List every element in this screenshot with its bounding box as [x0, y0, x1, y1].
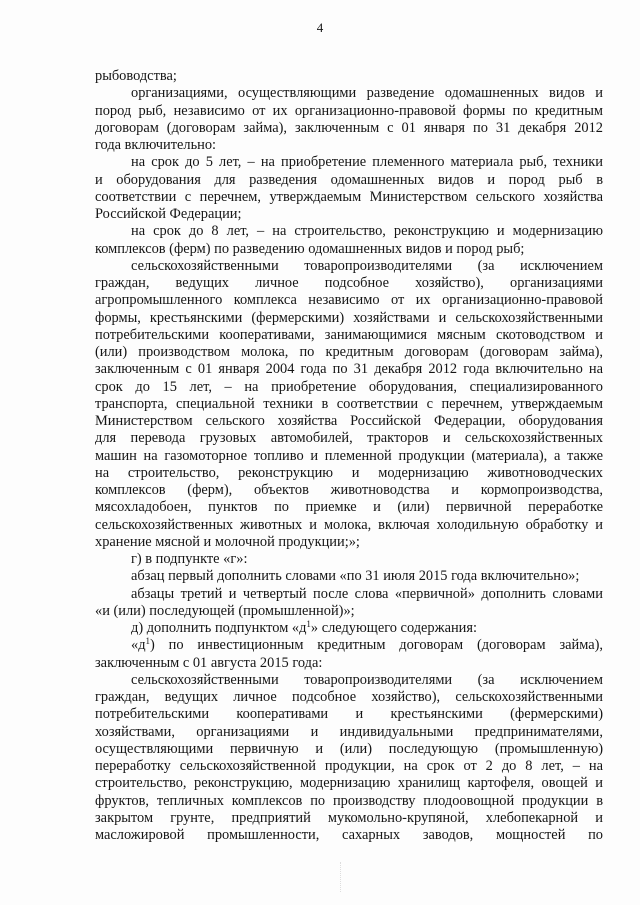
text-line-content: абзац первый дополнить словами «по 31 июля 2015 года включительно»;	[131, 568, 580, 585]
scan-artifact	[340, 862, 371, 892]
text-line-content: граждан, ведущих личное подсобное хозяйство), сельскохозяйственными	[95, 689, 603, 705]
text-line-content: (или) производством молока, по кредитным договорам (договорам займа),	[95, 344, 603, 360]
text-line	[95, 241, 603, 258]
text-line	[95, 655, 603, 672]
text-line	[95, 68, 603, 85]
text-line-content: пород рыб, независимо от их организационно-правовой формы по кредитным	[95, 102, 603, 119]
text-line-content: соответствии с перечнем, утверждаемым Министерством сельского хозяйства	[95, 188, 603, 205]
text-line	[95, 430, 603, 447]
text-line-content: фруктов, тепличных комплексов по производству плодоовощной продукции в	[95, 792, 603, 809]
text-line-content: хозяйствами, организациями и индивидуальными предпринимателями,	[95, 723, 603, 740]
text-line	[95, 344, 603, 361]
text-line	[95, 568, 603, 585]
text-line	[95, 361, 603, 378]
text-line-content: договорам (договорам займа), заключенным с 01 января по 31 декабря 2012	[95, 119, 603, 136]
text-line-content: потребительскими кооперативами и крестьянскими (фермерскими)	[95, 706, 603, 723]
text-line	[95, 137, 603, 154]
text-line	[95, 499, 603, 516]
text-line	[95, 689, 603, 706]
text-line	[95, 724, 603, 741]
text-line	[95, 758, 603, 775]
text-line	[95, 465, 603, 482]
text-line	[95, 396, 603, 413]
text-line	[95, 206, 603, 223]
text-line-content: масложировой промышленности, сахарных заводов, мощностей по	[95, 827, 603, 843]
text-line-content: Российской Федерации;	[95, 206, 242, 222]
document-body	[95, 68, 603, 844]
text-line-content: Министерством сельского хозяйства Российской Федерации, оборудования	[95, 413, 603, 429]
page-number: 4	[316, 20, 324, 35]
text-line-content: закрытом грунте, предприятий мукомольно-крупяной, хлебопекарной и	[95, 809, 603, 826]
text-line-content: комплексов (ферм) по разведению одомашненных видов и пород рыб;	[95, 240, 525, 257]
text-line	[95, 741, 603, 758]
text-line	[95, 292, 603, 309]
text-line-content: и оборудования для разведения одомашненных видов и пород рыб в	[95, 171, 603, 188]
text-line	[95, 672, 603, 689]
text-line-content: для перевода грузовых автомобилей, тракторов и сельскохозяйственных	[95, 430, 603, 447]
text-line-content: сельскохозяйственными товаропроизводителями (за исключением	[131, 257, 603, 274]
text-line-content: потребительскими кооперативами, занимающимися мясным скотоводством и	[95, 326, 603, 343]
text-line	[95, 310, 603, 327]
text-line	[95, 448, 603, 465]
text-line-content: сельскохозяйственными товаропроизводителями (за исключением	[131, 671, 603, 688]
text-line	[95, 534, 603, 551]
text-line	[95, 827, 603, 844]
text-line	[95, 379, 603, 396]
text-line-content: абзацы третий и четвертый после слова «первичной» дополнить словами	[131, 585, 603, 602]
text-line	[95, 551, 603, 568]
text-line	[95, 154, 603, 171]
text-line	[95, 482, 603, 499]
text-line-content: года включительно:	[95, 137, 217, 153]
text-line-content: хранение мясной и молочной продукции;»;	[95, 533, 360, 550]
text-line	[95, 620, 603, 637]
text-line	[95, 223, 603, 240]
text-line	[95, 810, 603, 827]
text-line	[95, 706, 603, 723]
text-line-content: сельскохозяйственных животных и молока, включая холодильную обработку и	[95, 516, 603, 533]
text-line-content: переработку сельскохозяйственной продукции, на срок от 2 до 8 лет, – на	[95, 758, 603, 774]
text-line	[95, 603, 603, 620]
text-line-content: организациями, осуществляющими разведение одомашненных видов и	[131, 85, 603, 102]
text-line-content: заключенным с 01 января 2004 года по 31 декабря 2012 года включительно на	[95, 361, 603, 378]
text-line-continuation: ) по инвестиционным кредитным договорам (договорам займа),	[150, 637, 603, 654]
text-line	[95, 120, 603, 137]
text-line-content: г) в подпункте «г»:	[131, 551, 248, 567]
text-line-content: «и (или) последующей (промышленной)»;	[95, 602, 355, 619]
text-line	[95, 85, 603, 102]
text-line-content: мясохладобоен, пунктов по приемке и (или) первичной переработке	[95, 499, 603, 516]
text-line	[95, 172, 603, 189]
text-line	[95, 327, 603, 344]
text-line	[95, 275, 603, 292]
text-line-content: формы, крестьянскими (фермерскими) хозяйствами и сельскохозяйственными	[95, 309, 603, 326]
text-line	[95, 189, 603, 206]
superscript: 1	[145, 637, 151, 647]
text-line	[95, 413, 603, 430]
text-line-content: строительство, реконструкцию, модернизацию хранилищ картофеля, овощей и	[95, 775, 603, 792]
text-line-content: граждан, ведущих личное подсобное хозяйство), организациями	[95, 275, 603, 291]
text-line-content: «д	[131, 637, 146, 654]
text-line-continuation: » следующего содержания:	[310, 620, 477, 636]
text-line	[95, 517, 603, 534]
text-line-content: комплексов (ферм), объектов животноводства и кормопроизводства,	[95, 482, 603, 498]
text-line	[95, 775, 603, 792]
text-line-content: срок до 15 лет, – на приобретение оборудования, специализированного	[95, 378, 603, 395]
text-line-content: на срок до 8 лет, – на строительство, реконструкцию и модернизацию	[131, 223, 603, 240]
text-line-content: осуществляющими первичную и (или) последующую (промышленную)	[95, 740, 603, 757]
superscript: 1	[306, 620, 311, 629]
text-line-content: на строительство, реконструкцию и модернизацию животноводческих	[95, 464, 603, 481]
text-line-content: д) дополнить подпунктом «д	[131, 620, 307, 636]
text-line-content: агропромышленного комплекса независимо от их организационно-правовой	[95, 292, 603, 309]
text-line-content: транспорта, специальной техники в соответствии с перечнем, утверждаемым	[95, 395, 603, 412]
text-line-content: машин на газомоторное топливо и племенной продукции (материала), а также	[95, 447, 603, 464]
text-line	[95, 793, 603, 810]
text-line	[95, 586, 603, 603]
text-line-content: на срок до 5 лет, – на приобретение племенного материала рыб, техники	[131, 154, 603, 171]
text-line	[95, 637, 603, 654]
text-line	[95, 103, 603, 120]
text-line	[95, 258, 603, 275]
text-line-content: рыбоводства;	[95, 68, 177, 84]
text-line-content: заключенным с 01 августа 2015 года:	[95, 654, 323, 671]
